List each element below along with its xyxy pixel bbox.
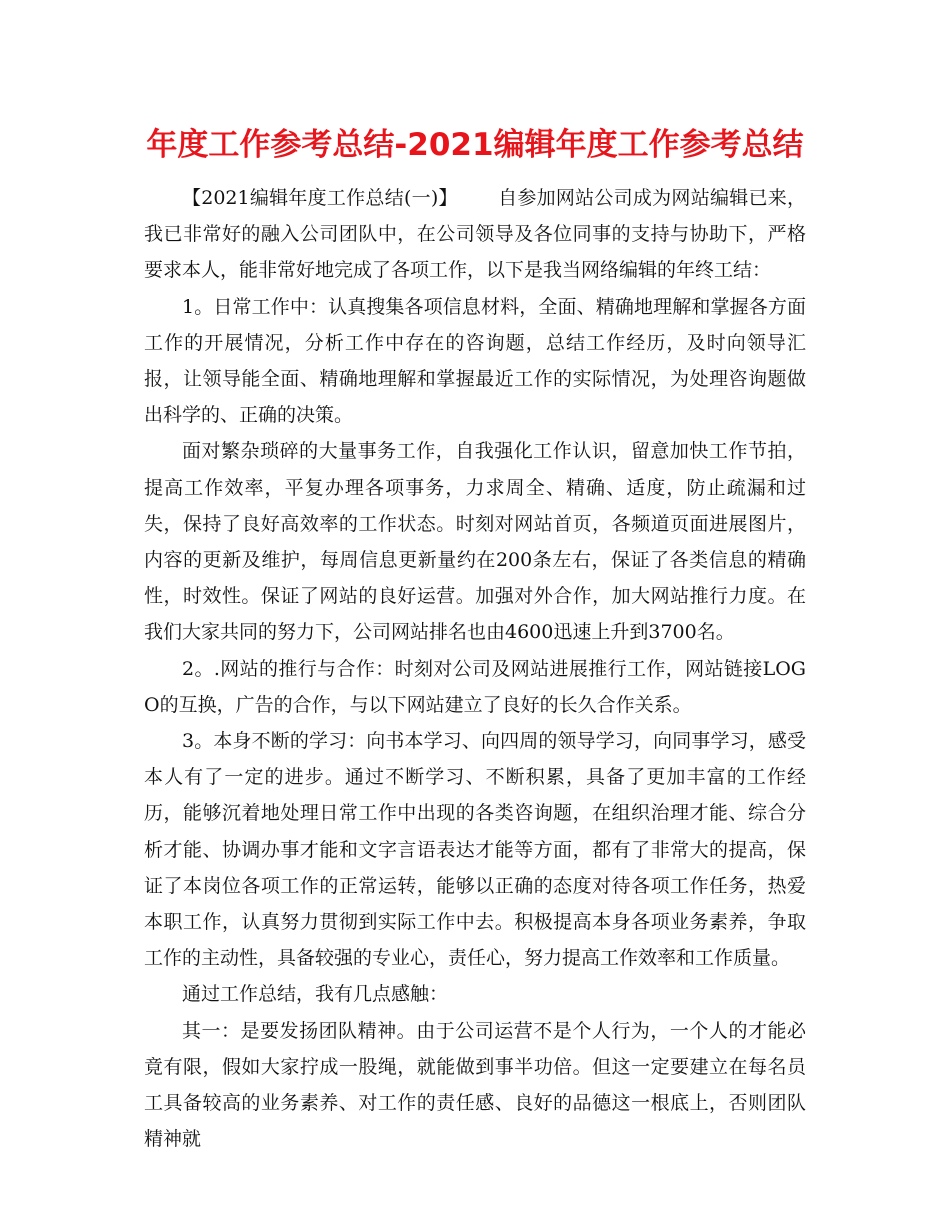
lead-heading: 【2021编辑年度工作总结(一)】: [182, 187, 458, 209]
paragraph-teamwork: 其一：是要发扬团队精神。由于公司运营不是个人行为，一个人的才能必竟有限，假如大家拧成一股绳，就能做到事半功倍。但这一定要建立在每名员工具备较高的业务素养、对工作的责任感、良好的品德这一根底上，否则团队精神就: [144, 1019, 806, 1151]
paragraph-learning: 3。本身不断的学习：向书本学习、向四周的领导学习，向同事学习，感受本人有了一定的进步。通过不断学习、不断积累，具备了更加丰富的工作经历，能够沉着地处理日常工作中出现的各类咨询题，在组织治理才能、综合分析才能、协调办事才能和文字言语表达才能等方面，都有了非常大的提高，保证了本岗位各项工作的正常运转，能够以正确的态度对待各项工作任务，热爱本职工作，认真努力贯彻到实际工作中去。积极提高本身各项业务素养，争取工作的主动性，具备较强的专业心，责任心，努力提高工作效率和工作质量。: [144, 730, 806, 970]
paragraph-intro: [144, 180, 806, 289]
paragraph-daily-work: 1。日常工作中：认真搜集各项信息材料，全面、精确地理解和掌握各方面工作的开展情况，分析工作中存在的咨询题，总结工作经历，及时向领导汇报，让领导能全面、精确地理解和掌握最近工作的实际情况，为处理咨询题做出科学的、正确的决策。: [144, 295, 806, 427]
paragraph-promotion: 2。.网站的推行与合作：时刻对公司及网站进展推行工作，网站链接LOGO的互换，广告的合作，与以下网站建立了良好的长久合作关系。: [144, 657, 806, 716]
paragraph-intro-text: 自参加网站公司成为网站编辑已来，我已非常好的融入公司团队中，在公司领导及各位同事的支持与协助下，严格要求本人，能非常好地完成了各项工作，以下是我当网络编辑的年终工结：: [144, 187, 806, 282]
document-title: 年度工作参考总结-2021编辑年度工作参考总结: [146, 127, 804, 163]
paragraph-reflections-heading: 通过工作总结，我有几点感触：: [182, 983, 449, 1006]
paragraph-affairs: 面对繁杂琐碎的大量事务工作，自我强化工作认识，留意加快工作节拍，提高工作效率，平复办理各项事务，力求周全、精确、适度，防止疏漏和过失，保持了良好高效率的工作状态。时刻对网站首页，各频道页面进展图片，内容的更新及维护，每周信息更新量约在200条左右，保证了各类信息的精确性，时效性。保证了网站的良好运营。加强对外合作，加大网站推行力度。在我们大家共同的努力下，公司网站排名也由4600迅速上升到3700名。: [144, 440, 806, 644]
